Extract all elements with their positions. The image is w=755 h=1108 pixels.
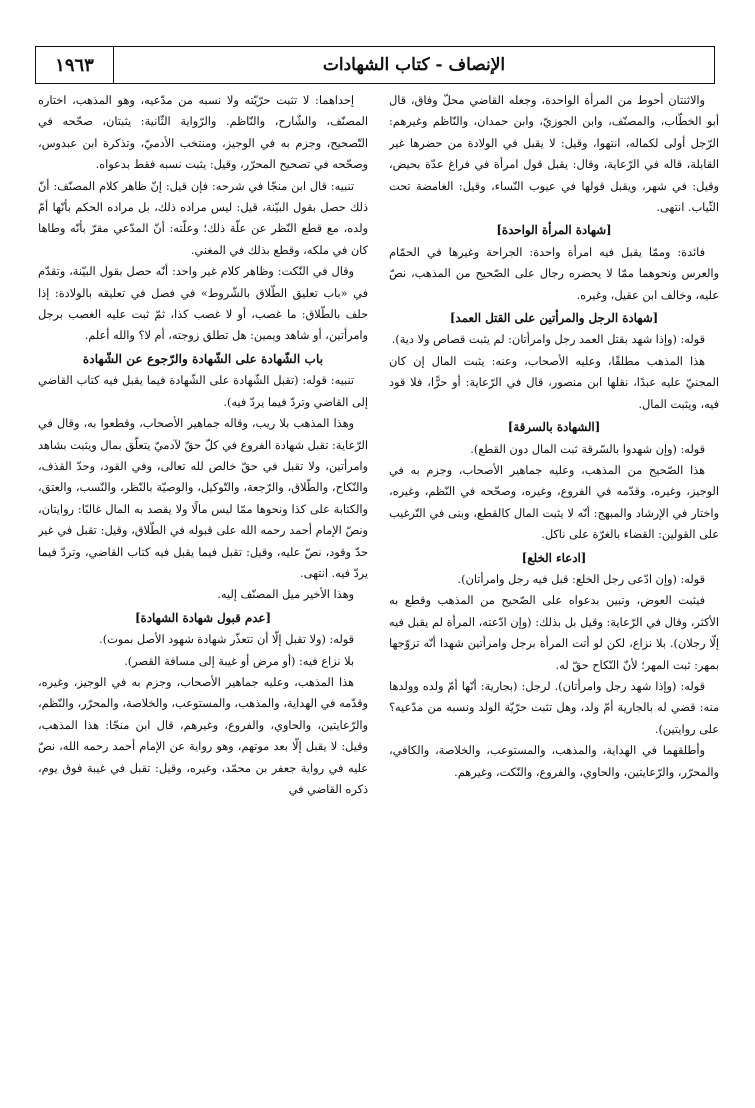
- section-heading: [شهادة الرجل والمرأتين على القتل العمد]: [449, 311, 659, 326]
- paragraph: قوله: (ولا تقبل إلّا أن تتعذّر شهادة شهود الأصل بموت).: [99, 633, 354, 647]
- left-column: [38, 90, 368, 1095]
- paragraph: هذا المذهب، وعليه جماهير الأصحاب، وجزم به في الوجيز، وغيره، وقدّمه في الهداية، والمذهب، والمستوعب، والخلاصة، والمحرّر، والنّظم، والرّعايتين، والحاوي، والفروع، وغيرهم، قال ابن منجّا: هذا المذهب، وقيل: لا يقبل إلّا بعد موتهم، وهو رواية عن الإمام أحمد رحمه الله، نصّ عليه في رواية جعفر بن محمّد، وغيره، وقيل: تقبل في غيبة فوق يوم، ذكره القاضي في: [38, 675, 368, 796]
- paragraph: فيثبت العوض، وتبين بدعواه على الصّحيح من المذهب وقطع به الأكثر، وقال في الرّعاية: وقيل بل بذلك: (وإن ادّعته، المرأة لم يقبل فيه إلّا رجلان). بلا نزاع، لكن لو أتت المرأة برجل وامرأتين شهدا أنّه تزوّجها بمهر: ثبت المهر؛ لأنّ النّكاح حقّ له.: [389, 594, 719, 672]
- paragraph: بلا نزاع فيه: (أو مرض أو غيبة إلى مسافة القصر).: [124, 654, 354, 668]
- paragraph: تنبيه: قال ابن منجّا في شرحه: فإن قيل: إنّ ظاهر كلام المصنّف: أنّ ذلك حصل بقول البيّنة، قيل: ليس مراده ذلك، بل مراده الحكم بأنّها أمّ ولده، مع قطع النّظر عن علّة ذلك؛ وعلّته: أنّ المدّعي مقرّ بأنّه وطاها كان في ملكه، وقطع بذلك في المغني.: [38, 179, 368, 257]
- chapter-heading: باب الشّهادة على الشّهادة والرّجوع عن الشّهادة: [82, 351, 324, 366]
- page-number: ١٩٦٣: [36, 47, 114, 83]
- paragraph: وهذا المذهب بلا ريب، وقاله جماهير الأصحاب، وقطعوا به، وقال في الرّعاية: تقبل شهادة الفروع في كلّ حقّ لآدميّ يتعلّق بمال ويثبت بشاهد وامرأتين، ولا تقبل في حقّ خالص لله تعالى، وفي القود، وحدّ القذف، والنّكاح، والطّلاق، والرّجعة، والتّوكيل، والوصيّة بالنّظر، والنّسب، والعتق، والكتابة على كذا ونحوها ممّا ليس مالًا ولا يقصد به المال غالبًا: روايتان، ونصّ الإمام أحمد رحمه الله على قبوله في الطّلاق، وقيل: تقبل في غير حدّ وقود، نصّ عليه، وقيل: تقبل فيما يقبل فيه كتاب القاضي، وتردّ فيما يردّ فيه. انتهى.: [38, 417, 368, 580]
- paragraph: قوله: (وإن شهدوا بالسّرقة ثبت المال دون القطع).: [470, 442, 705, 456]
- section-heading: [شهادة المرأة الواحدة]: [496, 223, 612, 238]
- paragraph: قوله: (وإذا شهد بقتل العمد رجل وامرأتان: لم يثبت قصاص ولا دية).: [391, 333, 705, 347]
- paragraph: تنبيه: قوله: (تقبل الشّهادة على الشّهادة فيما يقبل فيه كتاب القاضي إلى القاضي وتردّ فيما يردّ فيه).: [38, 374, 368, 409]
- paragraph: وهذا الأخير ميل المصنّف إليه.: [217, 588, 354, 602]
- paragraph: قوله: (وإذا شهد رجل وامرأتان). لرجل: (بجارية: أنّها أمّ ولده وولدها منه: قضي له بالجارية أمّ ولد، وهل تثبت حرّيّة الولد ونسبه من مدّعيه؟ على روايتين).: [389, 679, 719, 736]
- paragraph: هذا الصّحيح من المذهب، وعليه جماهير الأصحاب، وجزم به في الوجيز، وغيره، وقدّمه في الفروع، وغيره، وصحّحه في النّظم، وغيره، واختار في الإرشاد والمبهج: أنّه لا يثبت المال كالقطع، وبنى في التّرغيب على القولين: القضاء بالغرّة على ناكل.: [389, 463, 719, 542]
- section-heading: [ادعاء الخلع]: [521, 550, 587, 565]
- section-heading: [عدم قبول شهادة الشهادة]: [134, 610, 272, 625]
- paragraph: وأطلقهما في الهداية، والمذهب، والمستوعب، والخلاصة، والكافي، والمحرّر، والرّعايتين، والحاوي، والفروع، والنّكت، وغيرهم.: [389, 744, 719, 779]
- right-column: [389, 90, 719, 1095]
- paragraph: وقال في النّكت: وظاهر كلام غير واحد: أنّه حصل بقول البيّنة، وتقدّم في «باب تعليق الطّلاق بالشّروط» في فصل في تعليقه بالولادة: إذا حلف بالطّلاق: ما غصب، أو لا غصب كذا، ثمّ ثبت عليه الغصب برجل وامرأتين، أو شاهد ويمين: هل تطلق زوجته، أم لا؟ والله أعلم.: [38, 265, 368, 343]
- paragraph: قوله: (وإن ادّعى رجل الخلع: قبل فيه رجل وامرأتان).: [457, 572, 705, 586]
- paragraph: فائدة: وممّا يقبل فيه امرأة واحدة: الجراحة وغيرها في الحمّام والعرس ونحوهما ممّا لا يحضره رجال على الصّحيح من المذهب، نصّ عليه، وخالف ابن عقيل، وغيره.: [389, 245, 719, 302]
- page-header: [35, 46, 715, 84]
- paragraph: والاثنتان أحوط من المرأة الواحدة، وجعله القاضي محلّ وفاق، قال أبو الخطّاب، والمصنّف، وابن الجوزيّ، وابن حمدان، والنّاظم وغيرهم: الرّجل أولى لكماله، انتهوا، وقيل: لا يقبل في الولادة من حضرها غير القابلة، قاله في الرّعاية، وقال: يقبل قول امرأة في فراغ عدّة بحيض، وقيل: في شهر، ويقبل قولها في عيوب النّساء، وقيل: الغامضة تحت الثّياب. انتهى.: [389, 94, 719, 215]
- section-heading: [الشهادة بالسرقة]: [507, 420, 601, 435]
- paragraph: إحداهما: لا تثبت حرّيّته ولا نسبه من مدّعيه، وهو المذهب، اختاره المصنّف، والشّارح، والنّاظم. والرّواية الثّانية: يثبتان، صحّحه في التّصحيح، وجزم به في الوجيز، ومنتخب الأدميّ، وتذكرة ابن عبدوس، وصحّحه في تصحيح المحرّر، وقيل: يثبت نسبه فقط بدعواه.: [38, 94, 368, 172]
- paragraph: هذا المذهب مطلقًا، وعليه الأصحاب، وعنه: يثبت المال إن كان المجنيّ عليه عبدًا، نقلها ابن منصور، قال في الرّعاية: أو حرًّا، فلا قود فيه، ويثبت المال.: [389, 354, 719, 411]
- running-title: الإنصاف - كتاب الشهادات: [322, 55, 506, 75]
